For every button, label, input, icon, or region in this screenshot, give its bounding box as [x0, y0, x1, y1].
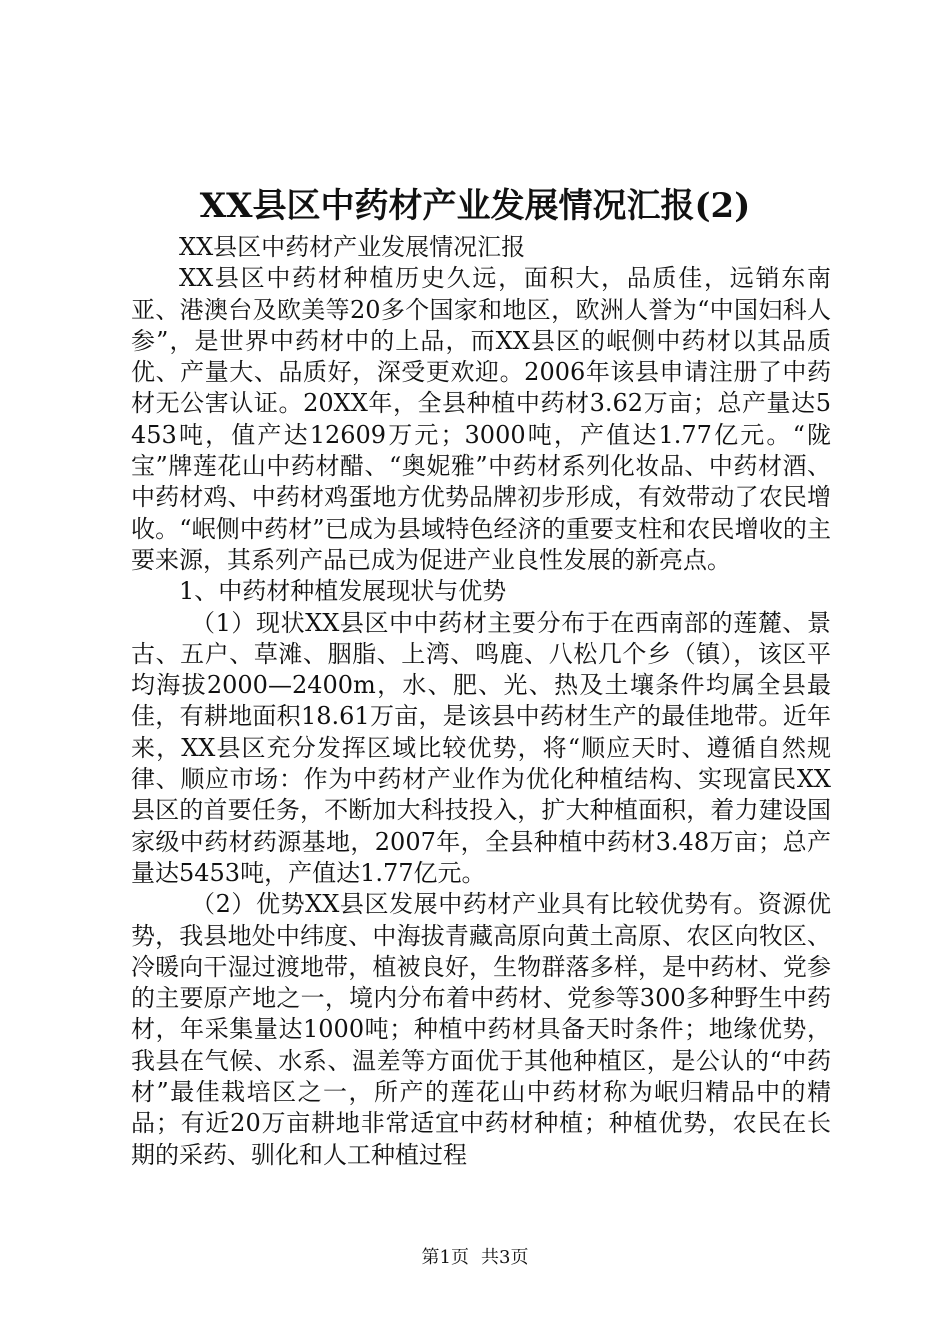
- document-body: [131, 232, 831, 1171]
- page-number: 第1页: [421, 1247, 469, 1268]
- advantage-paragraph: （2）优势XX县区发展中药材产业具有比较优势有。资源优势，我县地处中纬度、中海拔青藏高原向黄土高原、农区向牧区、冷暖向干湿过渡地带，植被良好，生物群落多样，是中药材、党参的主要原产地之一，境内分布着中药材、党参等300多种野生中药材，年采集量达1000吨；种植中药材具备天时条件；地缘优势，我县在气候、水系、温差等方面优于其他种植区，是公认的“中药材”最佳栽培区之一，所产的莲花山中药材称为岷归精品中的精品；有近20万亩耕地非常适宜中药材种植；种植优势，农民在长期的采药、驯化和人工种植过程: [131, 890, 831, 1169]
- section-heading: 1、中药材种植发展现状与优势: [179, 577, 507, 606]
- intro-paragraph: XX县区中药材种植历史久远，面积大，品质佳，远销东南亚、港澳台及欧美等20多个国家和地区，欧洲人誉为“中国妇科人参”，是世界中药材中的上品，而XX县区的岷侧中药材以其品质优、产量大、品质好，深受更欢迎。2006年该县申请注册了中药材无公害认证。20XX年，全县种植中药材3.62万亩；总产量达5453吨，值产达12609万元；3000吨，产值达1.77亿元。“陇宝”牌莲花山中药材醋、“奥妮雅”中药材系列化妆品、中药材酒、中药材鸡、中药材鸡蛋地方优势品牌初步形成，有效带动了农民增收。“岷侧中药材”已成为县域特色经济的重要支柱和农民增收的主要来源，其系列产品已成为促进产业良性发展的新亮点。: [131, 264, 831, 574]
- subtitle-paragraph: XX县区中药材产业发展情况汇报: [179, 233, 526, 261]
- document-title: XX县区中药材产业发展情况汇报(2): [199, 186, 751, 226]
- status-paragraph: （1）现状XX县区中中药材主要分布于在西南部的莲麓、景古、五户、草滩、胭脂、上湾、鸣鹿、八松几个乡（镇），该区平均海拔2000—2400m，水、肥、光、热及土壤条件均属全县最佳，有耕地面积18.61万亩，是该县中药材生产的最佳地带。近年来，XX县区充分发挥区域比较优势，将“顺应天时、遵循自然规律、顺应市场：作为中药材产业作为优化种植结构、实现富民XX县区的首要任务，不断加大科技投入，扩大种植面积，着力建设国家级中药材药源基地，2007年，全县种植中药材3.48万亩；总产量达5453吨，产值达1.77亿元。: [131, 608, 831, 887]
- page-total: 共3页: [481, 1247, 529, 1268]
- page-footer: [0, 1246, 950, 1270]
